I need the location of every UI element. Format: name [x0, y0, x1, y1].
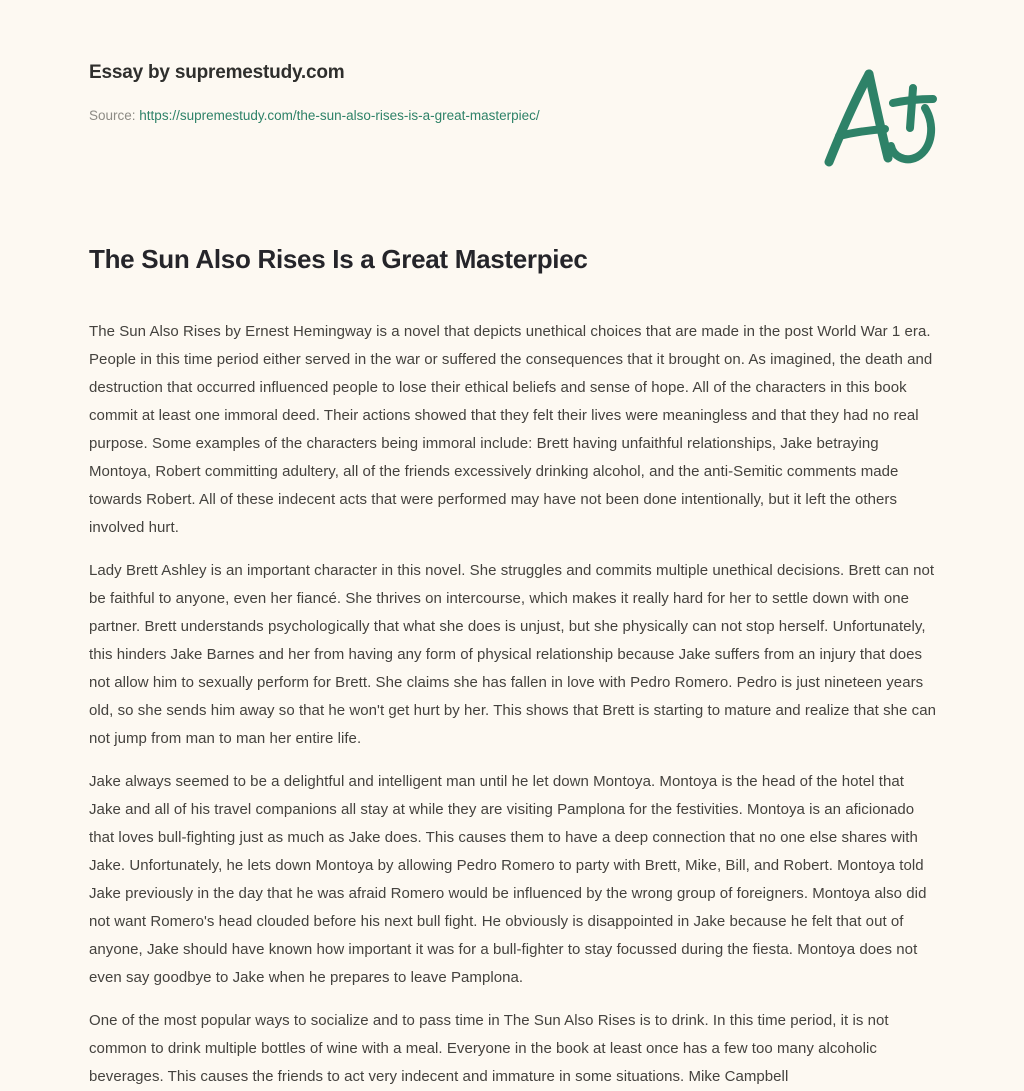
source-label: Source: — [89, 107, 136, 123]
article-paragraph: Lady Brett Ashley is an important character in this novel. She struggles and commits multiple unethical decisions. Brett can not be faithful to anyone, even her fiancé. She thrives on intercourse, which makes it really hard for her to settle down with one partner. Brett understands psychologically that what she does is unjust, but she physically can not stop herself. Unfortunately, this hinders Jake Barnes and her from having any form of physical relationship because Jake suffers from an injury that does not allow him to sexually perform for Brett. She claims she has fallen in love with Pedro Romero. Pedro is just nineteen years old, so she sends him away so that he won't get hurt by her. This shows that Brett is starting to mature and realize that she can not jump from man to man her entire life. — [89, 561, 936, 747]
a-plus-logo-icon — [815, 58, 945, 170]
source-url-link[interactable]: https://supremestudy.com/the-sun-also-rises-is-a-great-masterpiec/ — [139, 107, 540, 123]
page-title: The Sun Also Rises Is a Great Masterpiec — [89, 244, 588, 274]
article-paragraph: The Sun Also Rises by Ernest Hemingway is a novel that depicts unethical choices that are made in the post World War 1 era. People in this time period either served in the war or suffered the consequences that it brought on. As imagined, the death and destruction that occurred influenced people to lose their ethical beliefs and sense of hope. All of the characters in this book commit at least one immoral deed. Their actions showed that they felt their lives were meaningless and that they had no real purpose. Some examples of the characters being immoral include: Brett having unfaithful relationships, Jake betraying Montoya, Robert committing adultery, all of the friends excessively drinking alcohol, and the anti-Semitic comments made towards Robert. All of these indecent acts that were performed may have not been done intentionally, but it left the others involved hurt. — [89, 322, 933, 536]
article-body — [89, 318, 937, 1091]
article — [89, 243, 937, 1091]
article-paragraph: Jake always seemed to be a delightful and intelligent man until he let down Montoya. Montoya is the head of the hotel that Jake and all of his travel companions all stay at while they are visiting Pamplona for the festivities. Montoya is an aficionado that loves bull-fighting just as much as Jake does. This causes them to have a deep connection that no one else shares with Jake. Unfortunately, he lets down Montoya by allowing Pedro Romero to party with Brett, Mike, Bill, and Robert. Montoya told Jake previously in the day that he was afraid Romero would be influenced by the wrong group of foreigners. Montoya also did not want Romero's head clouded before his next bull fight. He obviously is disappointed in Jake because he felt that out of anyone, Jake should have known how important it was for a bull-fighter to stay focussed during the fiesta. Montoya does not even say goodbye to Jake when he prepares to leave Pamplona. — [89, 772, 927, 986]
byline: Essay by supremestudy.com — [89, 62, 345, 83]
article-paragraph: One of the most popular ways to socialize and to pass time in The Sun Also Rises is to drink. In this time period, it is not common to drink multiple bottles of wine with a meal. Everyone in the book at least once has a few too many alcoholic beverages. This causes the friends to act very indecent and immature in some situations. Mike Campbell — [89, 1011, 889, 1085]
a-plus-logo[interactable] — [815, 58, 945, 170]
